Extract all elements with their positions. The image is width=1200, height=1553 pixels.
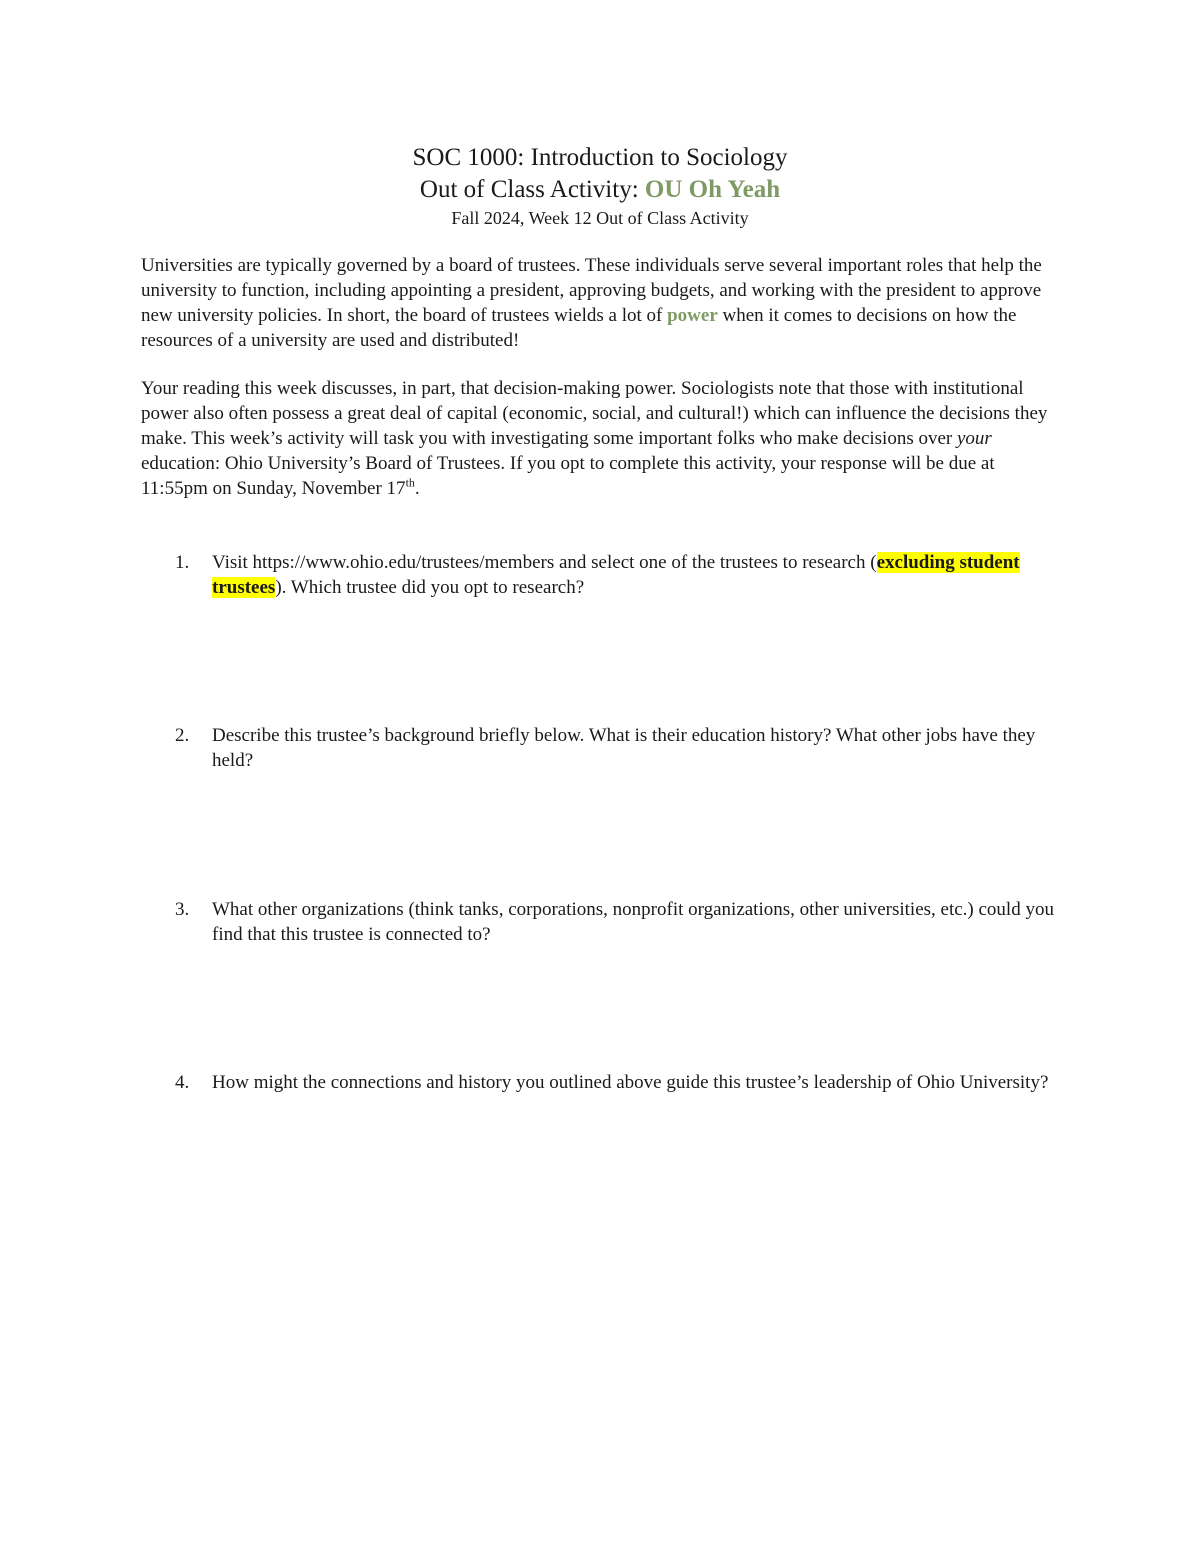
activity-prefix: Out of Class Activity: <box>419 176 645 203</box>
p1-text-before: Universities are typically governed by a board of trustees. These individuals serve several important roles that help the university to function, including appointing a president, approving budgets, and working with the president to approve new university policies. In short, the board of trustees wields a lot of <box>141 255 1042 326</box>
question-item <box>175 550 1065 600</box>
question-number: 2. <box>175 725 190 746</box>
question-item <box>175 1070 1065 1095</box>
question-number: 3. <box>175 899 190 920</box>
document-header <box>0 142 1200 230</box>
question-text: What other organizations (think tanks, corporations, nonprofit organizations, other universities, etc.) could you find that this trustee is connected to? <box>212 899 1054 945</box>
p2-ordinal-suffix: th <box>405 475 415 490</box>
question-text <box>212 550 1065 600</box>
p1-text-after: when it comes to decisions on how the resources of a university are used and distributed! <box>141 305 1017 351</box>
course-title: SOC 1000: Introduction to Sociology <box>412 144 788 171</box>
question-item <box>175 897 1065 947</box>
p1-emphasis-power: power <box>667 305 718 326</box>
activity-name: OU Oh Yeah <box>644 176 781 203</box>
q1-text-before: Visit https://www.ohio.edu/trustees/members and select one of the trustees to research ( <box>212 552 877 573</box>
question-item <box>175 723 1065 773</box>
q1-highlight: excluding student trustees <box>212 552 1020 598</box>
question-text: Describe this trustee’s background briefly below. What is their education history? What other jobs have they held? <box>212 725 1036 771</box>
p2-italic-your: your <box>957 428 992 449</box>
intro-paragraph-2 <box>141 376 1061 501</box>
p2-text-middle: education: Ohio University’s Board of Trustees. If you opt to complete this activity, your response will be due at 11:55pm on Sunday, November 17 <box>141 453 995 499</box>
question-text: How might the connections and history you outlined above guide this trustee’s leadership of Ohio University? <box>212 1072 1049 1093</box>
question-number: 1. <box>175 552 190 573</box>
question-number: 4. <box>175 1072 190 1093</box>
intro-paragraph-1 <box>141 253 1061 353</box>
p2-text-end: . <box>414 478 420 499</box>
p2-text-before: Your reading this week discusses, in part, that decision-making power. Sociologists note that those with institutional power also often possess a great deal of capital (economic, social, and cultural!) which can influence the decisions they make. This week’s activity will task you with investigating some important folks who make decisions over <box>141 378 1048 449</box>
activity-title <box>0 174 1200 206</box>
q1-text-after: ). Which trustee did you opt to research? <box>275 577 585 598</box>
term-subtitle: Fall 2024, Week 12 Out of Class Activity <box>451 208 749 228</box>
